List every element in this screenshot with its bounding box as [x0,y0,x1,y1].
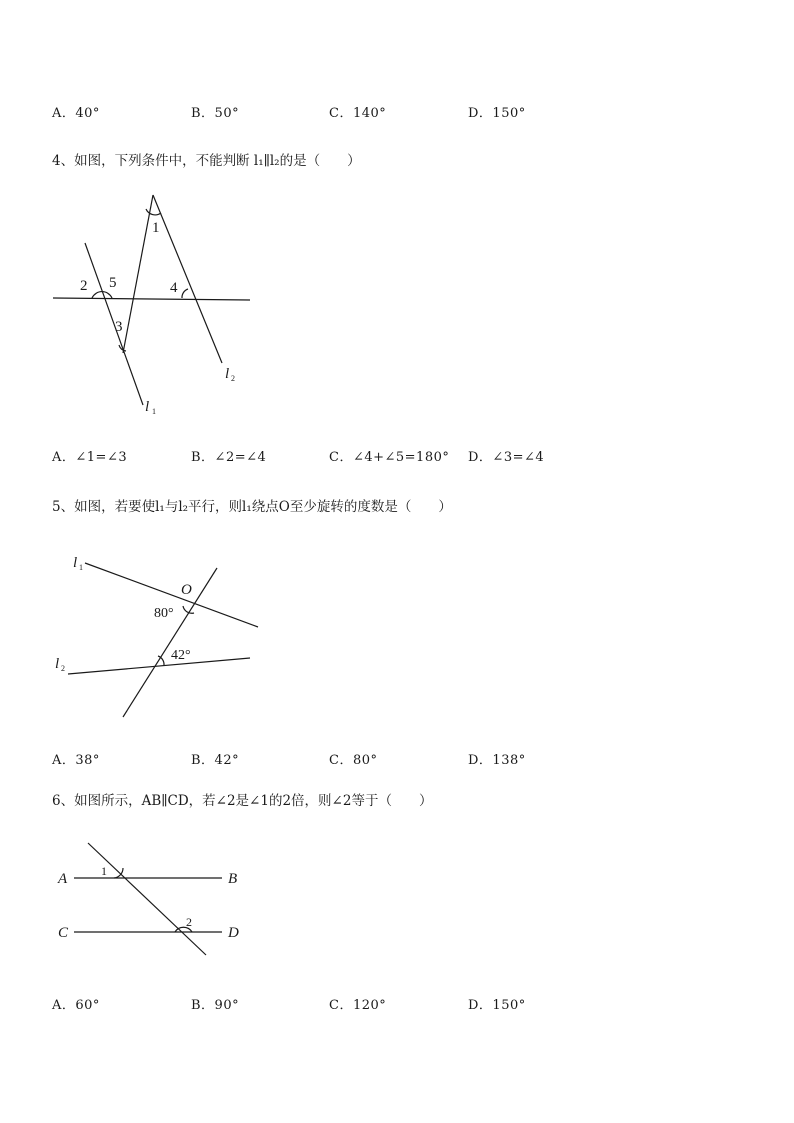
q4-label-l2-sub: 2 [231,374,235,383]
q4-angle-4b-arc [182,289,188,298]
q5-option-c[interactable]: C．80° [329,753,378,768]
q5-option-a[interactable]: A．38° [52,753,100,768]
q4-option-b[interactable]: B．∠2=∠4 [191,450,267,465]
q6-label-d: D [228,925,239,941]
q5-label-o: O [181,582,192,598]
q4-figure [40,185,270,425]
q4-transversal [53,298,250,300]
q4-label-l2: l [225,366,230,382]
q6-option-d[interactable]: D．150° [468,998,526,1013]
q6-question: 6、如图所示，AB∥CD，若∠2是∠1的2倍，则∠2等于（ ） [52,793,433,809]
q5-option-b[interactable]: B．42° [191,753,240,768]
q6-figure [50,835,260,965]
q3-option-c[interactable]: C．140° [329,106,387,121]
q6-label-1: 1 [101,864,107,878]
q6-label-a: A [58,871,68,887]
q5-label-l1: l [73,555,78,571]
q6-label-c: C [58,925,69,941]
q4-label-1: 1 [152,220,160,236]
q4-label-2: 2 [80,278,88,294]
q4-label-5: 5 [109,275,117,291]
q4-option-c[interactable]: C．∠4+∠5=180° [329,450,450,465]
q3-option-d[interactable]: D．150° [468,106,526,121]
q4-angle-2-arc [92,292,112,298]
q6-transversal [88,843,206,955]
q4-label-4: 4 [170,280,178,296]
q4-label-3: 3 [115,319,123,335]
q5-figure [45,545,275,725]
q6-label-b: B [228,871,238,887]
q5-option-d[interactable]: D．138° [468,753,526,768]
q5-transversal [123,568,217,717]
q4-label-l1: l [145,399,150,415]
q5-label-42: 42° [171,648,191,663]
q5-label-l2-sub: 2 [61,664,65,673]
q4-label-l1-sub: 1 [152,407,156,416]
q5-question: 5、如图，若要使l₁与l₂平行，则l₁绕点O至少旋转的度数是（ ） [52,499,452,515]
q3-option-a[interactable]: A．40° [52,106,100,121]
q5-label-l1-sub: 1 [79,563,83,572]
q6-option-c[interactable]: C．120° [329,998,387,1013]
q4-line-l1 [85,243,143,405]
q4-line-v-left [123,195,153,353]
q4-line-l2 [153,195,222,363]
q6-label-2: 2 [186,915,192,929]
q6-option-a[interactable]: A．60° [52,998,100,1013]
q5-label-80: 80° [154,606,174,621]
q3-option-b[interactable]: B．50° [191,106,240,121]
q4-question: 4、如图，下列条件中，不能判断 l₁∥l₂的是（ ） [52,153,361,169]
q4-option-a[interactable]: A．∠1=∠3 [52,450,128,465]
q5-label-l2: l [55,656,60,672]
q6-option-b[interactable]: B．90° [191,998,240,1013]
q4-option-d[interactable]: D．∠3=∠4 [468,450,545,465]
